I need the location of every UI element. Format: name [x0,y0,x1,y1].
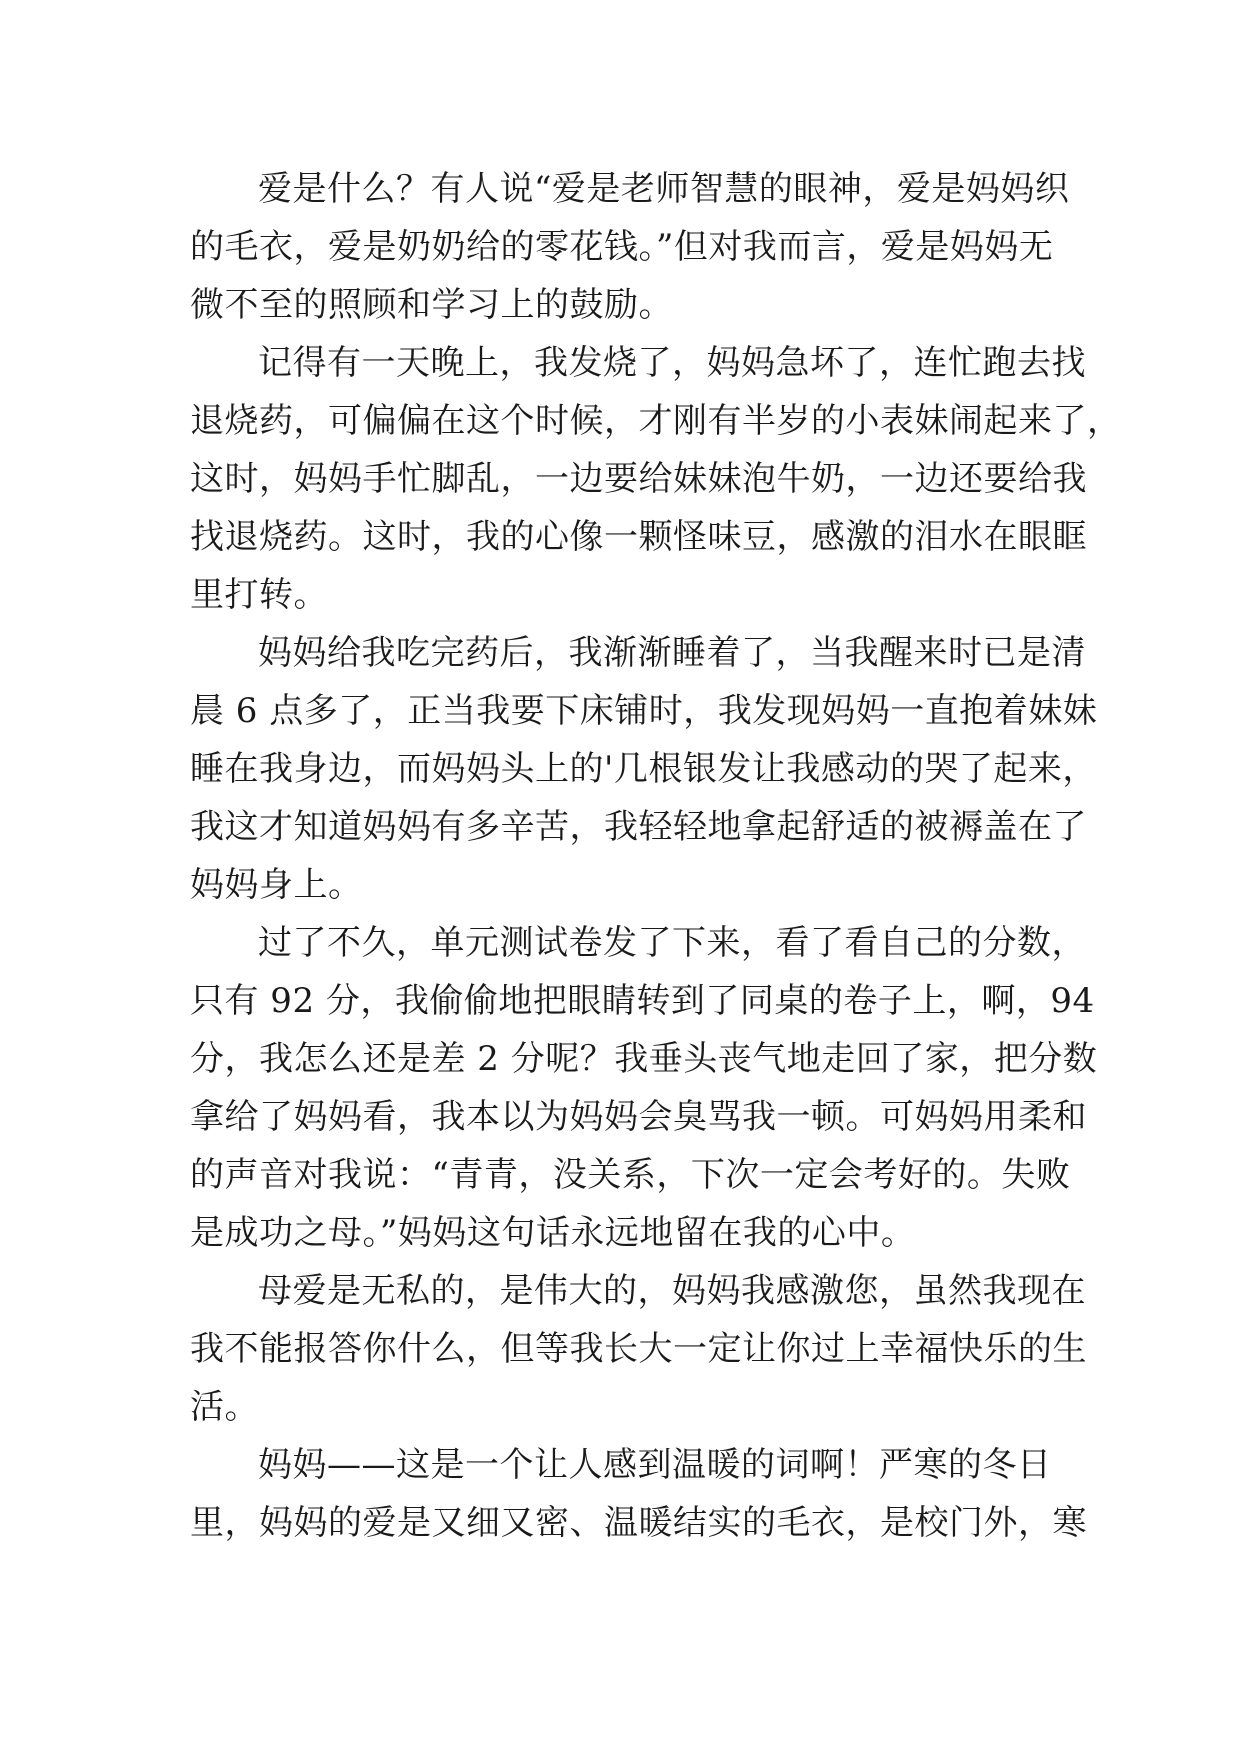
document-body [190,160,1122,1552]
text-line: 睡在我身边，而妈妈头上的'几根银发让我感动的哭了起来， [190,749,1097,789]
text-line: 晨 6 点多了，正当我要下床铺时，我发现妈妈一直抱着妹妹 [190,691,1098,731]
text-line: 是成功之母。”妈妈这句话永远地留在我的心中。 [190,1213,916,1253]
text-line: 记得有一天晚上，我发烧了，妈妈急坏了，连忙跑去找 [258,343,1086,383]
text-line: 妈妈给我吃完药后，我渐渐睡着了，当我醒来时已是清 [258,633,1086,673]
text-line: 的毛衣，爱是奶奶给的零花钱。”但对我而言，爱是妈妈无 [190,227,1054,267]
paragraph-4 [190,914,1098,1262]
text-line: 爱是什么？有人说“爱是老师智慧的眼神，爱是妈妈织 [258,169,1070,209]
text-line: 妈妈——这是一个让人感到温暖的词啊！严寒的冬日 [258,1445,1052,1485]
text-line: 母爱是无私的，是伟大的，妈妈我感激您，虽然我现在 [258,1271,1086,1311]
text-line: 这时，妈妈手忙脚乱，一边要给妹妹泡牛奶，一边还要给我 [190,459,1087,499]
text-line: 分，我怎么还是差 2 分呢？我垂头丧气地走回了家，把分数 [190,1039,1098,1079]
text-line: 活。 [190,1387,259,1427]
text-line: 里打转。 [190,575,328,615]
paragraph-6 [190,1436,1087,1552]
paragraph-3 [190,624,1098,914]
text-line: 我这才知道妈妈有多辛苦，我轻轻地拿起舒适的被褥盖在了 [190,807,1087,847]
text-line: 只有 92 分，我偷偷地把眼睛转到了同桌的卷子上，啊，94 [190,981,1095,1021]
text-line: 微不至的照顾和学习上的鼓励。 [190,285,673,325]
text-line: 过了不久，单元测试卷发了下来，看了看自己的分数， [258,923,1086,963]
text-line: 的声音对我说：“青青，没关系，下次一定会考好的。失败 [190,1155,1071,1195]
text-line: 里，妈妈的爱是又细又密、温暖结实的毛衣，是校门外，寒 [190,1503,1087,1543]
text-line: 妈妈身上。 [190,865,363,905]
text-line: 我不能报答你什么，但等我长大一定让你过上幸福快乐的生 [190,1329,1087,1369]
paragraph-2 [190,334,1122,624]
text-line: 找退烧药。这时，我的心像一颗怪味豆，感激的泪水在眼眶 [190,517,1087,557]
paragraph-5 [190,1262,1087,1436]
text-line: 退烧药，可偏偏在这个时候，才刚有半岁的小表妹闹起来了， [190,401,1122,441]
paragraph-1 [190,160,1070,334]
text-line: 拿给了妈妈看，我本以为妈妈会臭骂我一顿。可妈妈用柔和 [190,1097,1087,1137]
